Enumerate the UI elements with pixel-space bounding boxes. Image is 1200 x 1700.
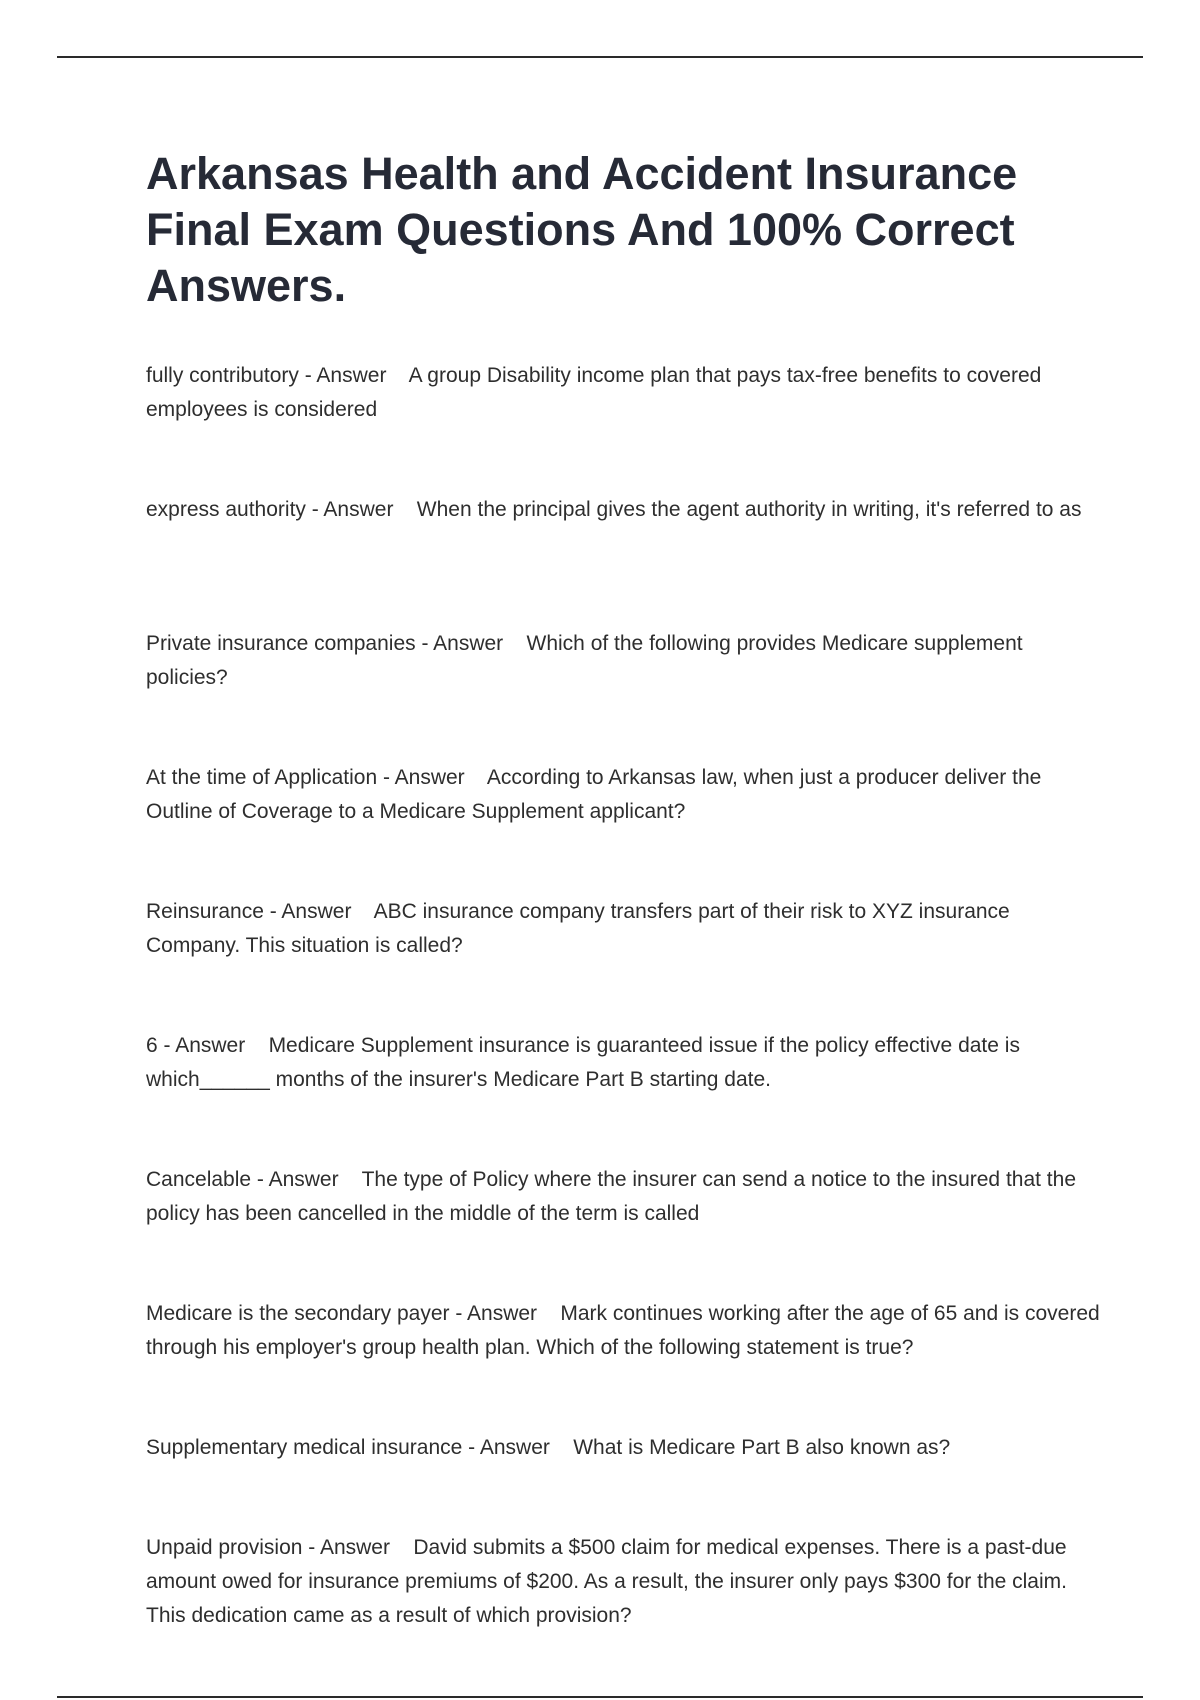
question-text: When the principal gives the agent authority in writing, it's referred to as (416, 498, 1082, 521)
qa-item (146, 493, 1106, 627)
qa-item (146, 895, 1106, 1029)
question-text: David submits a $500 claim for medical expenses. There is a past-due amount owed for insurance premiums of $200. As a result, the insurer only pays $300 for the claim. This dedication came as a result of which provision? (146, 1536, 1067, 1627)
qa-item (146, 1029, 1106, 1163)
answer-separator: - Answer (377, 766, 487, 789)
answer-separator: - Answer (251, 1168, 362, 1191)
answer-text: Private insurance companies (146, 632, 416, 655)
answer-separator: - Answer (415, 632, 527, 655)
answer-separator: - Answer (298, 364, 409, 387)
answer-text: Cancelable (146, 1168, 252, 1191)
answer-text: Reinsurance (146, 900, 264, 923)
page-title: Arkansas Health and Accident Insurance Final Exam Questions And 100% Correct Answers. (146, 148, 1018, 311)
question-text: According to Arkansas law, when just a producer deliver the Outline of Coverage to a Medicare Supplement applicant? (146, 766, 1042, 823)
answer-text: At the time of Application (146, 766, 378, 789)
qa-item (146, 1531, 1106, 1641)
question-text: A group Disability income plan that pays tax-free benefits to covered employees is considered (146, 364, 1042, 421)
qa-item (146, 1431, 1106, 1531)
question-text: What is Medicare Part B also known as? (573, 1436, 951, 1459)
answer-text: fully contributory (146, 364, 299, 387)
answer-text: 6 (146, 1034, 158, 1057)
answer-text: express authority (146, 498, 306, 521)
question-text: ABC insurance company transfers part of their risk to XYZ insurance Company. This situation is called? (146, 900, 1010, 957)
answer-text: Unpaid provision (146, 1536, 303, 1559)
question-text: Which of the following provides Medicare supplement policies? (146, 632, 1023, 689)
answer-separator: - Answer (263, 900, 374, 923)
bottom-divider (57, 1696, 1143, 1698)
qa-item (146, 627, 1106, 761)
question-text: Medicare Supplement insurance is guaranteed issue if the policy effective date is which______ months of the insurer's Medicare Part B starting date. (146, 1034, 1020, 1091)
question-text: The type of Policy where the insurer can send a notice to the insured that the policy has been cancelled in the middle of the term is called (146, 1168, 1076, 1225)
qa-list (146, 359, 1106, 1641)
answer-text: Supplementary medical insurance (146, 1436, 463, 1459)
question-text: Mark continues working after the age of 65 and is covered through his employer's group health plan. Which of the following statement is true? (146, 1302, 1100, 1359)
top-divider (57, 56, 1143, 58)
answer-separator: - Answer (302, 1536, 414, 1559)
answer-separator: - Answer (449, 1302, 561, 1325)
answer-separator: - Answer (305, 498, 417, 521)
answer-text: Medicare is the secondary payer (146, 1302, 450, 1325)
qa-item (146, 359, 1106, 493)
answer-separator: - Answer (157, 1034, 269, 1057)
qa-item (146, 1297, 1106, 1431)
qa-item (146, 1163, 1106, 1297)
answer-separator: - Answer (462, 1436, 574, 1459)
qa-item (146, 761, 1106, 895)
